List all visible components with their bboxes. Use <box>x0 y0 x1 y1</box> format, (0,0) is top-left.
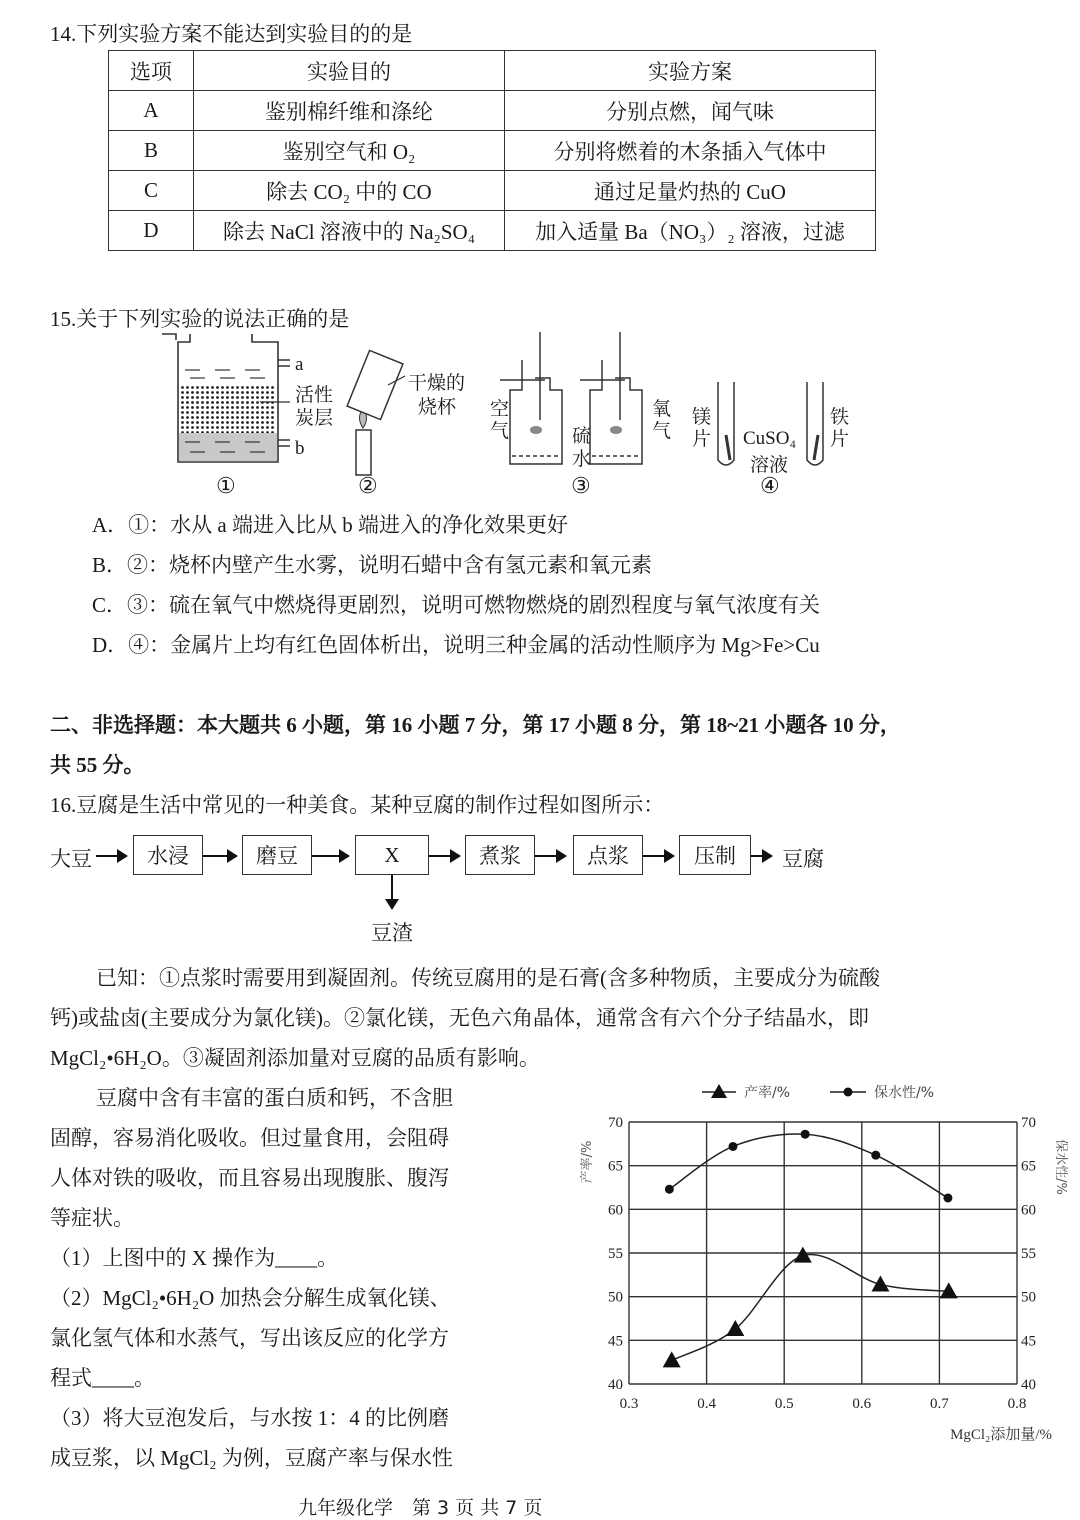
cell: 通过足量灼热的 CuO <box>505 171 876 211</box>
fig1-label-b: b <box>295 438 305 459</box>
svg-text:0.4: 0.4 <box>697 1396 716 1412</box>
fig4-label-mg-2: 片 <box>692 429 712 450</box>
body-line-4: 等症状。 <box>50 1206 134 1230</box>
option-a: A．①：水从 a 端进入比从 b 端进入的净化效果更好 <box>92 513 568 537</box>
cell: A <box>109 91 194 131</box>
question-14-table <box>108 50 876 251</box>
flow-step-boil: 煮浆 <box>465 835 535 875</box>
table-row <box>109 171 876 211</box>
flow-end: 豆腐 <box>782 847 824 871</box>
cell: D <box>109 211 194 251</box>
arrow-right-icon <box>643 855 673 857</box>
svg-text:0.5: 0.5 <box>774 1396 794 1412</box>
known-line-1: 已知：①点浆时需要用到凝固剂。传统豆腐用的是石膏(含多种物质，主要成分为硫酸 <box>96 966 880 990</box>
fig4-label-fe-2: 片 <box>830 429 850 450</box>
svg-text:0.7: 0.7 <box>930 1396 949 1412</box>
svg-text:产率/%: 产率/% <box>744 1085 791 1101</box>
svg-text:60: 60 <box>608 1202 623 1219</box>
sub-question-2-line-1: （2）MgCl₂•6H₂O 加热会分解生成氧化镁、 <box>50 1286 451 1310</box>
body-line-1: 豆腐中含有丰富的蛋白质和钙，不含胆 <box>96 1086 453 1110</box>
svg-text:45: 45 <box>608 1333 623 1350</box>
table-row <box>109 211 876 251</box>
svg-text:65: 65 <box>1021 1158 1036 1175</box>
svg-text:70: 70 <box>1021 1115 1036 1131</box>
cell: 除去 NaCl 溶液中的 Na₂SO₄ <box>194 211 505 251</box>
sub-question-3-line-2: 成豆浆，以 MgCl₂ 为例，豆腐产率与保水性 <box>50 1446 453 1470</box>
section-2-heading-line2: 共 55 分。 <box>50 753 145 777</box>
sub-question-3-line-1: （3）将大豆泡发后，与水按 1：4 的比例磨 <box>50 1406 449 1430</box>
fig1-label-a: a <box>295 354 304 375</box>
arrow-down-head-icon <box>385 899 399 910</box>
arrow-right-icon <box>751 855 771 857</box>
sub-question-1: （1）上图中的 X 操作为____。 <box>50 1246 339 1270</box>
body-line-2: 固醇，容易消化吸收。但过量食用，会阻碍 <box>50 1126 449 1150</box>
fig-number-1: ① <box>216 473 236 498</box>
experiment-figures <box>160 330 850 500</box>
svg-text:MgCl₂添加量/%: MgCl₂添加量/% <box>950 1427 1052 1443</box>
sub-question-2-line-2: 氯化氢气体和水蒸气，写出该反应的化学方 <box>50 1326 449 1350</box>
header-option: 选项 <box>109 51 194 91</box>
section-2-heading-line1: 二、非选择题：本大题共 6 小题，第 16 小题 7 分，第 17 小题 8 分，第 18~21 小题各 10 分， <box>50 713 901 737</box>
flow-start: 大豆 <box>50 847 92 871</box>
svg-text:40: 40 <box>1021 1377 1036 1393</box>
flow-step-coagulate: 点浆 <box>573 835 643 875</box>
fig-number-2: ② <box>358 473 378 498</box>
fig2-label-beaker-2: 烧杯 <box>418 397 457 418</box>
cell: 分别将燃着的木条插入气体中 <box>505 131 876 171</box>
page-footer: 九年级化学 第 3 页 共 7 页 <box>298 1497 543 1519</box>
arrow-right-icon <box>535 855 565 857</box>
header-purpose: 实验目的 <box>194 51 505 91</box>
svg-text:55: 55 <box>1021 1246 1036 1262</box>
question-16-title: 16.豆腐是生活中常见的一种美食。某种豆腐的制作过程如图所示： <box>50 793 665 817</box>
svg-text:70: 70 <box>608 1115 623 1131</box>
fig3-label-air-2: 气 <box>490 421 510 442</box>
flow-byproduct: 豆渣 <box>371 921 413 945</box>
fig4-label-fe-1: 铁 <box>830 407 850 428</box>
fig2-label-beaker-1: 干燥的 <box>408 373 466 394</box>
svg-text:0.8: 0.8 <box>1007 1396 1027 1412</box>
option-d: D．④：金属片上均有红色固体析出，说明三种金属的活动性顺序为 Mg>Fe>Cu <box>92 633 820 657</box>
flow-step-press: 压制 <box>679 835 751 875</box>
svg-text:50: 50 <box>1021 1289 1036 1306</box>
option-c: C．③：硫在氧气中燃烧得更剧烈，说明可燃物燃烧的剧烈程度与氧气浓度有关 <box>92 593 821 617</box>
cell: 加入适量 Ba（NO₃）₂ 溶液，过滤 <box>505 211 876 251</box>
question-14-title: 14.下列实验方案不能达到实验目的的是 <box>50 22 413 46</box>
fig1-label-carbon-1: 活性 <box>295 385 334 406</box>
arrow-right-icon <box>429 855 459 857</box>
fig-number-3: ③ <box>571 473 591 498</box>
svg-text:保水性/%: 保水性/% <box>1053 1139 1068 1195</box>
cell: 分别点燃，闻气味 <box>505 91 876 131</box>
table-row <box>109 91 876 131</box>
fig4-label-solution: 溶液 <box>750 455 789 476</box>
svg-text:60: 60 <box>1021 1202 1036 1219</box>
flow-step-grind: 磨豆 <box>242 835 312 875</box>
svg-text:产率/%: 产率/% <box>580 1140 595 1184</box>
fig4-label-cuso4: CuSO₄ <box>743 428 797 449</box>
fig3-label-oxygen-1: 氧 <box>652 399 672 420</box>
svg-text:65: 65 <box>608 1158 623 1175</box>
cell: B <box>109 131 194 171</box>
fig1-label-carbon-2: 炭层 <box>295 408 334 429</box>
fig3-label-air-1: 空 <box>490 399 510 420</box>
flow-step-x: X <box>355 835 429 875</box>
question-15-title: 15.关于下列实验的说法正确的是 <box>50 307 350 331</box>
svg-text:55: 55 <box>608 1246 623 1262</box>
arrow-right-icon <box>96 855 126 857</box>
cell: C <box>109 171 194 211</box>
svg-text:45: 45 <box>1021 1333 1036 1350</box>
svg-text:0.6: 0.6 <box>852 1396 872 1412</box>
known-line-3: MgCl₂•6H₂O。③凝固剂添加量对豆腐的品质有影响。 <box>50 1046 540 1070</box>
cell: 鉴别空气和 O₂ <box>194 131 505 171</box>
svg-text:40: 40 <box>608 1377 623 1393</box>
header-plan: 实验方案 <box>505 51 876 91</box>
svg-text:保水性/%: 保水性/% <box>874 1085 935 1101</box>
arrow-right-icon <box>203 855 236 857</box>
line-chart <box>570 1075 1070 1445</box>
fig-number-4: ④ <box>760 473 780 498</box>
cell: 除去 CO₂ 中的 CO <box>194 171 505 211</box>
yield-water-retention-chart <box>570 1075 1070 1445</box>
table-row <box>109 131 876 171</box>
sub-question-2-line-3: 程式____。 <box>50 1366 155 1390</box>
arrow-right-icon <box>312 855 348 857</box>
flow-step-soak: 水浸 <box>133 835 203 875</box>
option-b: B．②：烧杯内壁产生水雾，说明石蜡中含有氢元素和氧元素 <box>92 553 653 577</box>
fig3-label-water: 水 <box>572 449 592 470</box>
table-header-row <box>109 51 876 91</box>
svg-text:50: 50 <box>608 1289 623 1306</box>
body-line-3: 人体对铁的吸收，而且容易出现腹胀、腹泻 <box>50 1166 449 1190</box>
known-line-2: 钙)或盐卤(主要成分为氯化镁)。②氯化镁，无色六角晶体，通常含有六个分子结晶水，即 <box>50 1006 869 1030</box>
fig4-label-mg-1: 镁 <box>692 407 712 428</box>
cell: 鉴别棉纤维和涤纶 <box>194 91 505 131</box>
fig3-label-sulfur: 硫 <box>572 426 592 447</box>
svg-text:0.3: 0.3 <box>619 1396 639 1412</box>
fig3-label-oxygen-2: 气 <box>652 421 672 442</box>
